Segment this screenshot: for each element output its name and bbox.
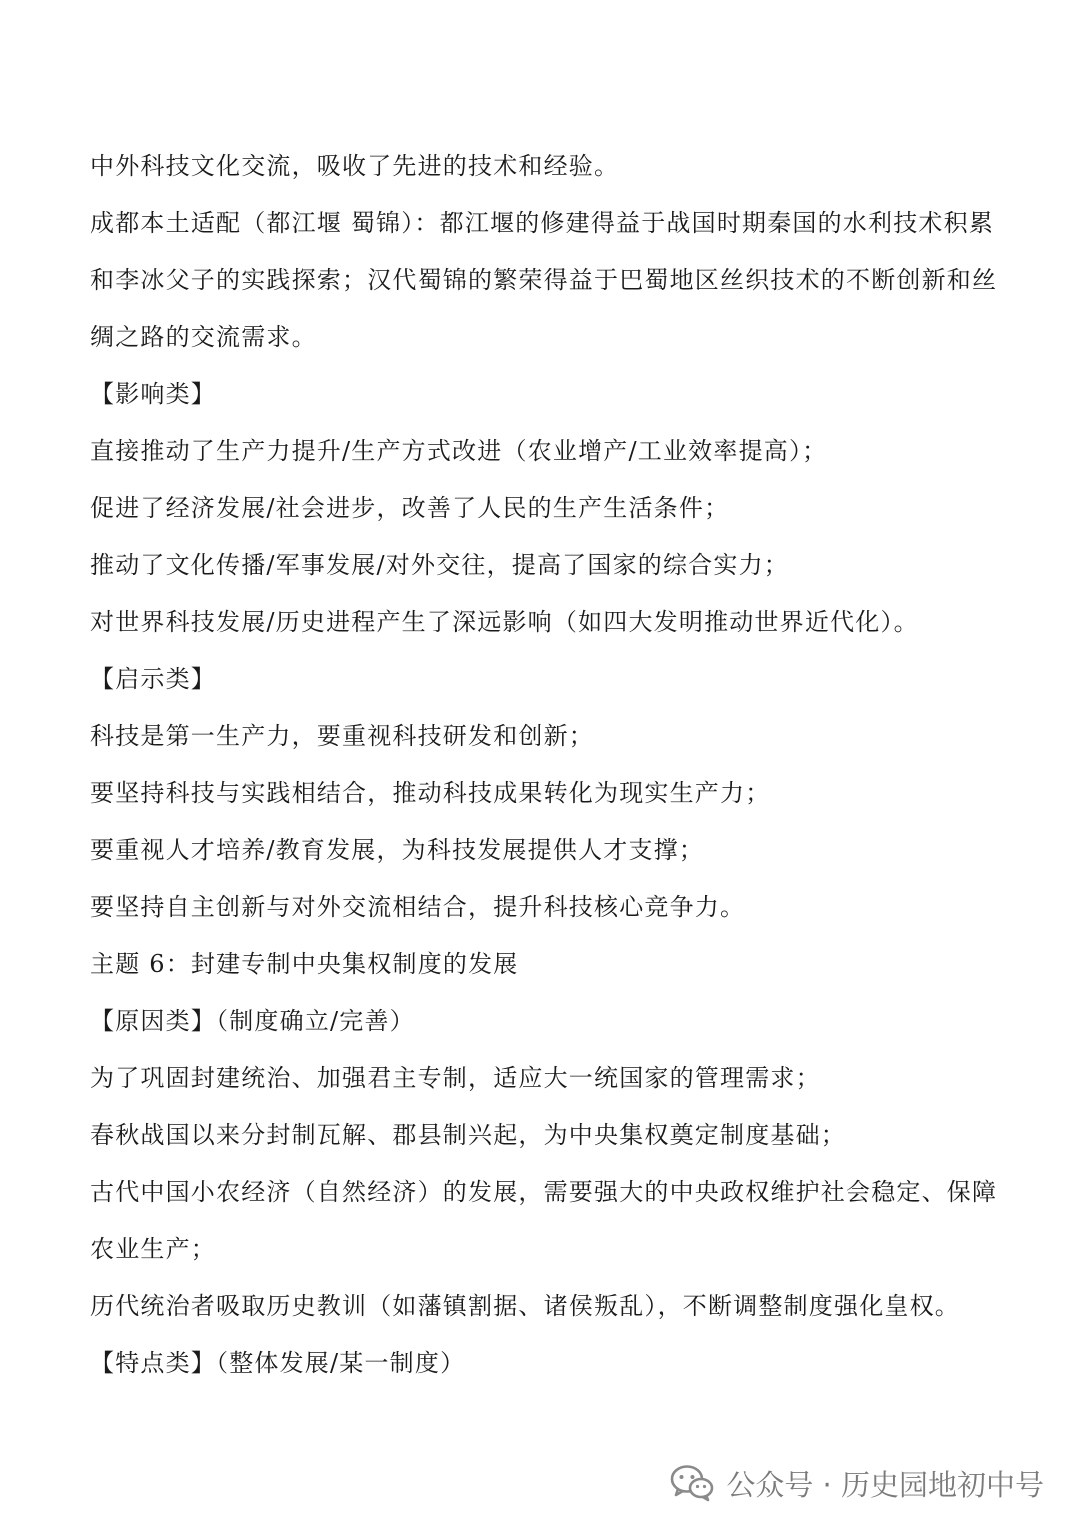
text-line: 要坚持科技与实践相结合，推动科技成果转化为现实生产力； [90, 779, 771, 807]
text-line: 直接推动了生产力提升/生产方式改进（农业增产/工业效率提高）； [90, 437, 828, 465]
text-line: 对世界科技发展/历史进程产生了深远影响（如四大发明推动世界近代化）。 [90, 608, 919, 636]
section-heading: 【特点类】（整体发展/某一制度） [90, 1349, 466, 1377]
text-line: 成都本土适配（都江堰 蜀锦）：都江堰的修建得益于战国时期秦国的水利技术积累 [90, 209, 995, 237]
text-line: 和李冰父子的实践探索；汉代蜀锦的繁荣得益于巴蜀地区丝织技术的不断创新和丝 [90, 266, 998, 294]
text-line: 农业生产； [90, 1235, 216, 1263]
section-heading: 【启示类】 [90, 665, 216, 693]
text-line: 要重视人才培养/教育发展，为科技发展提供人才支撑； [90, 836, 705, 864]
text-line: 绸之路的交流需求。 [90, 323, 317, 351]
text-line: 为了巩固封建统治、加强君主专制，适应大一统国家的管理需求； [90, 1064, 821, 1092]
section-heading: 【原因类】（制度确立/完善） [90, 1007, 415, 1035]
topic-heading: 主题 6：封建专制中央集权制度的发展 [90, 950, 519, 978]
document-body [90, 138, 1005, 1392]
text-line: 要坚持自主创新与对外交流相结合，提升科技核心竞争力。 [90, 893, 746, 921]
text-line: 推动了文化传播/军事发展/对外交往，提高了国家的综合实力； [90, 551, 789, 579]
text-line: 中外科技文化交流，吸收了先进的技术和经验。 [90, 152, 620, 180]
text-line: 促进了经济发展/社会进步，改善了人民的生产生活条件； [90, 494, 730, 522]
text-line: 历代统治者吸取历史教训（如藩镇割据、诸侯叛乱），不断调整制度强化皇权。 [90, 1292, 960, 1320]
text-line: 科技是第一生产力，要重视科技研发和创新； [90, 722, 594, 750]
section-heading: 【影响类】 [90, 380, 216, 408]
text-line: 春秋战国以来分封制瓦解、郡县制兴起，为中央集权奠定制度基础； [90, 1121, 846, 1149]
text-line: 古代中国小农经济（自然经济）的发展，需要强大的中央政权维护社会稳定、保障 [90, 1178, 998, 1206]
watermark-text: 公众号 · 历史园地初中号 [726, 1467, 1044, 1502]
wechat-icon [670, 1464, 714, 1502]
watermark [670, 1455, 1044, 1511]
